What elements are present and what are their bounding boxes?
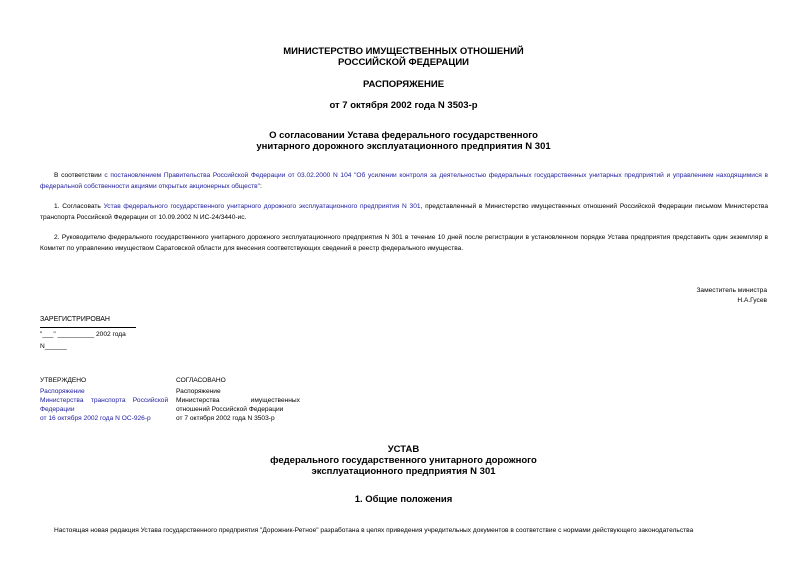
- registration-number: N______: [40, 343, 67, 350]
- agreed-line2: Министерства имущественных: [176, 397, 300, 404]
- charter-title: УСТАВ: [387, 444, 420, 455]
- charter-subtitle2: эксплуатационного предприятия N 301: [311, 466, 496, 477]
- agreed-line3: отношений Российской Федерации: [176, 406, 284, 413]
- registration-date: "___" __________ 2002 года: [40, 331, 126, 338]
- approved-line1[interactable]: Распоряжение: [40, 388, 85, 395]
- doc-date: от 7 октября 2002 года N 3503-р: [329, 100, 478, 111]
- registered-label: ЗАРЕГИСТРИРОВАН: [40, 316, 110, 323]
- ministry-line1: МИНИСТЕРСТВО ИМУЩЕСТВЕННЫХ ОТНОШЕНИЙ: [283, 46, 524, 57]
- approved-line2[interactable]: Министерства транспорта Российской: [40, 397, 169, 404]
- item1-paragraph: [40, 201, 768, 223]
- signature-position: Заместитель министра: [696, 287, 767, 294]
- signature-name: Н.А.Гусев: [737, 297, 767, 304]
- preamble-text: В соответствии: [54, 172, 105, 179]
- charter-link[interactable]: Устав федерального государственного унитарного дорожного эксплуатационного предприятия N 301: [103, 203, 421, 210]
- preamble-end: :: [259, 183, 262, 190]
- agreed-line1: Распоряжение: [176, 388, 221, 395]
- agreed-label: СОГЛАСОВАНО: [176, 377, 226, 384]
- preamble-paragraph: [40, 170, 768, 192]
- subject-line2: унитарного дорожного эксплуатационного предприятия N 301: [256, 141, 551, 152]
- section1-heading: 1. Общие положения: [354, 494, 453, 505]
- charter-subtitle1: федерального государственного унитарного дорожного: [270, 455, 537, 466]
- approved-line4[interactable]: от 16 октября 2002 года N ОС-926-р: [40, 415, 151, 422]
- item2-paragraph: 2. Руководителю федерального государственного унитарного дорожного эксплуатационного предприятия N 301 в течение 10 дней после регистрации в установленном порядке Устава предприятия представить один экземпляр в Комитет по управлению имуществом Саратовской области для внесения соответствующих сведений в реестр федерального имущества.: [40, 234, 768, 252]
- charter-intro: Настоящая новая редакция Устава государственного предприятия "Дорожник-Ретное" разработана в целях приведения учредительных документов в соответствие с нормами действующего законодательства: [54, 527, 694, 534]
- subject-line1: О согласовании Устава федерального государственного: [269, 130, 538, 141]
- item1-text: 1. Согласовать: [54, 203, 104, 210]
- agreed-line4: от 7 октября 2002 года N 3503-р: [176, 415, 275, 422]
- ministry-line2: РОССИЙСКОЙ ФЕДЕРАЦИИ: [337, 57, 469, 68]
- doc-type: РАСПОРЯЖЕНИЕ: [362, 79, 445, 90]
- approved-line3[interactable]: Федерации: [40, 406, 75, 413]
- registration-underline: [40, 327, 136, 328]
- approved-label: УТВЕРЖДЕНО: [40, 377, 87, 384]
- decree-104-link[interactable]: с постановлением Правительства Российской Федерации от 03.02.2000 N 104 "Об усилении контроля за деятельностью федеральных государственных унитарных предприятий и управлением находящимися в федеральной собственности акциями открытых акционерных обществ": [40, 172, 768, 190]
- item1-rest: , представленный в Министерство имущественных отношений Российской Федерации письмом Министерства транспорта Российской Федерации от 10.09.2002 N ИС-24/3440-ис.: [40, 203, 769, 221]
